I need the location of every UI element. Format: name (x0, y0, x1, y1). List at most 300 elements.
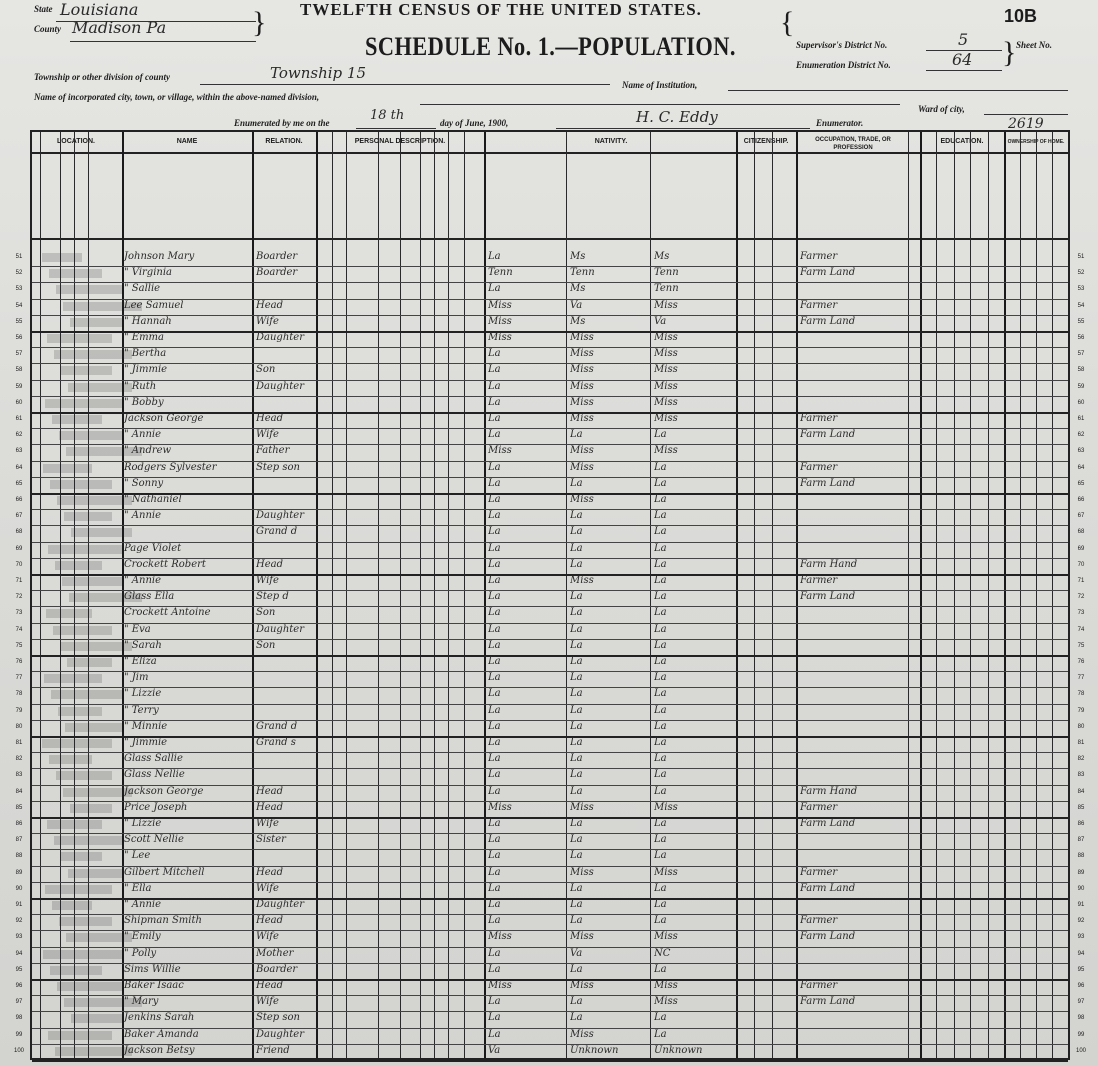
cell-b1: La (488, 753, 501, 765)
cell-rel: Wife (256, 818, 279, 829)
cell-b2: La (570, 607, 583, 619)
cell-b1: La (488, 413, 501, 424)
row-number-left: 95 (15, 966, 23, 973)
date-value: 18 th (370, 108, 405, 123)
ink-smudge (47, 820, 102, 829)
ink-smudge (59, 917, 112, 926)
column-rule (484, 132, 486, 1058)
row-number-right: 79 (1077, 707, 1085, 714)
cell-b2: La (570, 704, 583, 716)
cell-b2: Va (570, 299, 583, 311)
cell-b3: NC (654, 947, 671, 959)
column-rule (988, 132, 989, 1058)
cell-name: " Jimmie (124, 737, 168, 748)
cell-b2: La (570, 656, 583, 667)
cell-b3: Miss (654, 299, 678, 311)
cell-b3: La (654, 737, 667, 748)
cell-occ: Farm Land (800, 931, 856, 943)
township-value: Township 15 (270, 64, 366, 82)
ink-smudge (48, 545, 122, 554)
cell-b2: Miss (570, 866, 594, 878)
cell-b2: La (570, 818, 583, 829)
cell-name: " Annie (124, 899, 161, 910)
cell-name: " Hannah (124, 315, 172, 327)
cell-rel: Son (256, 639, 276, 651)
row-number-left: 85 (15, 804, 23, 811)
enumeration-value: 64 (952, 50, 973, 69)
row-number-left: 92 (15, 918, 23, 925)
cell-b1: Miss (488, 980, 512, 991)
ink-smudge (59, 431, 122, 440)
cell-b3: Miss (654, 332, 678, 343)
cell-name: " Polly (124, 947, 157, 959)
row-number-right: 90 (1077, 885, 1085, 892)
row-number-right: 71 (1077, 578, 1085, 584)
cell-b3: La (654, 915, 667, 927)
ink-smudge (42, 739, 112, 748)
cell-b1: La (488, 947, 501, 959)
cell-rel: Wife (256, 882, 279, 894)
ink-smudge (48, 1031, 112, 1040)
column-rule (378, 132, 379, 1058)
cell-name: Johnson Mary (124, 251, 195, 262)
supervisor-value: 5 (958, 30, 969, 49)
cell-b2: La (570, 526, 583, 538)
cell-b1: La (488, 396, 501, 408)
row-number-left: 58 (15, 367, 23, 374)
cell-b3: La (654, 639, 667, 651)
cell-b1: La (488, 607, 501, 619)
cell-b1: Va (488, 1044, 501, 1056)
row-number-left: 96 (15, 983, 23, 989)
cell-name: " Ruth (124, 380, 157, 392)
population-table (13, 130, 1086, 1060)
cell-b3: Miss (654, 445, 678, 457)
cell-rel: Head (256, 558, 284, 570)
row-number-right: 62 (1077, 432, 1085, 439)
cell-rel: Daughter (256, 332, 304, 343)
cell-b2: Miss (570, 396, 594, 408)
cell-name: Sims Willie (124, 963, 181, 975)
row-number-right: 68 (1077, 529, 1085, 536)
column-rule (1036, 132, 1037, 1058)
cell-b2: Miss (570, 364, 594, 376)
ink-smudge (69, 593, 142, 602)
cell-occ: Farm Land (800, 996, 856, 1008)
cell-b1: La (488, 251, 501, 262)
cell-rel: Wife (256, 996, 279, 1008)
cell-name: Rodgers Sylvester (124, 461, 217, 473)
cell-b2: La (570, 623, 583, 635)
row-number-right: 54 (1077, 302, 1085, 309)
cell-occ: Farm Hand (800, 558, 858, 570)
cell-rel: Boarder (256, 963, 298, 975)
cell-b3: Miss (654, 413, 678, 424)
row-number-left: 68 (15, 529, 23, 536)
cell-b3: La (654, 688, 667, 700)
enumerator-underline (556, 128, 810, 129)
cell-rel: Step son (256, 461, 300, 473)
cell-b2: Unknown (570, 1044, 619, 1056)
cell-b1: La (488, 963, 501, 975)
ink-smudge (54, 836, 122, 845)
row-number-left: 55 (15, 318, 23, 325)
ink-smudge (62, 577, 122, 586)
ink-smudge (43, 464, 92, 473)
column-rule (252, 132, 254, 1058)
cell-b1: La (488, 915, 501, 927)
cell-b1: La (488, 591, 501, 603)
cell-b1: La (488, 672, 501, 684)
cell-rel: Head (256, 413, 284, 424)
township-label: Township or other division of county (34, 72, 170, 82)
cell-name: Baker Isaac (124, 980, 184, 991)
row-number-right: 72 (1077, 594, 1085, 601)
cell-b3: Miss (654, 980, 678, 991)
cell-name: Crockett Robert (124, 558, 206, 570)
cell-b2: Miss (570, 575, 594, 586)
row-number-right: 92 (1077, 918, 1085, 925)
cell-b3: La (654, 477, 667, 489)
cell-b2: Miss (570, 413, 594, 424)
row-number-right: 60 (1077, 399, 1085, 406)
cell-rel: Step d (256, 591, 289, 603)
row-number-left: 88 (15, 853, 23, 860)
cell-rel: Grand s (256, 737, 296, 748)
row-number-right: 73 (1077, 610, 1085, 617)
cell-occ: Farm Land (800, 818, 856, 829)
row-number-left: 80 (15, 723, 23, 730)
city-underline (420, 104, 900, 105)
row-number-right: 77 (1077, 675, 1085, 682)
cell-rel: Daughter (256, 380, 304, 392)
schedule-title: SCHEDULE No. 1.—POPULATION. (365, 32, 736, 61)
cell-name: Baker Amanda (124, 1028, 199, 1040)
ward-underline (984, 114, 1068, 115)
ink-smudge (71, 528, 132, 537)
cell-b3: Miss (654, 996, 678, 1008)
column-rule (920, 132, 922, 1058)
cell-b2: La (570, 850, 583, 862)
cell-b1: Miss (488, 299, 512, 311)
ink-smudge (45, 885, 112, 894)
row-number-left: 62 (15, 432, 23, 439)
county-underline (70, 41, 256, 42)
cell-b2: La (570, 996, 583, 1008)
column-rule (1004, 132, 1006, 1058)
cell-b1: La (488, 882, 501, 894)
cell-b3: La (654, 607, 667, 619)
ink-smudge (45, 399, 122, 408)
cell-name: " Nathaniel (124, 494, 182, 505)
row-number-right: 89 (1077, 869, 1085, 876)
cell-name: Lee Samuel (124, 299, 184, 311)
column-rule (420, 132, 421, 1058)
cell-b3: Va (654, 315, 667, 327)
institution-underline (728, 90, 1068, 91)
row-number-left: 63 (15, 448, 23, 455)
cell-name: " Annie (124, 575, 161, 586)
stamp-number: 2619 (1008, 116, 1044, 132)
row-number-left: 53 (15, 286, 23, 293)
row-number-left: 81 (15, 740, 23, 746)
row-number-right: 78 (1077, 691, 1085, 698)
cell-b1: La (488, 656, 501, 667)
cell-rel: Daughter (256, 623, 304, 635)
cell-b2: Miss (570, 461, 594, 473)
ink-smudge (61, 366, 112, 375)
group-citizenship: CITIZENSHIP. (743, 138, 789, 145)
row-number-right: 55 (1077, 318, 1085, 325)
ink-smudge (70, 804, 112, 813)
row-number-left: 89 (15, 869, 23, 876)
cell-occ: Farm Land (800, 591, 856, 603)
row-number-left: 61 (15, 416, 23, 422)
cell-name: Glass Ella (124, 591, 175, 603)
cell-name: " Sallie (124, 283, 161, 295)
cell-b2: La (570, 753, 583, 765)
cell-b2: Miss (570, 931, 594, 943)
row-number-left: 52 (15, 270, 23, 277)
row-number-left: 66 (15, 497, 23, 503)
cell-b1: La (488, 461, 501, 473)
cell-b2: Ms (570, 315, 586, 327)
row-number-left: 75 (15, 642, 23, 649)
column-rule (650, 132, 651, 1058)
row-number-left: 83 (15, 772, 23, 779)
row-number-left: 60 (15, 399, 23, 406)
cell-b1: La (488, 364, 501, 376)
column-rule (954, 132, 955, 1058)
cell-name: " Lee (124, 850, 151, 862)
cell-rel: Head (256, 915, 284, 927)
column-rule (40, 132, 41, 1058)
row-number-right: 51 (1077, 254, 1085, 260)
row-number-right: 63 (1077, 448, 1085, 455)
cell-occ: Farmer (800, 461, 838, 473)
row-number-right: 64 (1077, 464, 1085, 471)
ink-smudge (53, 626, 112, 635)
cell-name: Jackson George (124, 785, 204, 797)
row-number-left: 97 (15, 999, 23, 1006)
cell-occ: Farmer (800, 575, 838, 586)
cell-b2: Miss (570, 980, 594, 991)
column-rule (346, 132, 347, 1058)
cell-b2: La (570, 899, 583, 910)
group-name: NAME (176, 138, 198, 145)
column-rule (448, 132, 449, 1058)
ink-smudge (68, 383, 132, 392)
cell-name: Page Violet (124, 542, 182, 554)
cell-b1: La (488, 866, 501, 878)
row-number-right: 81 (1077, 740, 1085, 746)
ink-smudge (49, 269, 102, 278)
cell-b1: Miss (488, 315, 512, 327)
row-number-left: 94 (15, 950, 23, 957)
cell-rel: Boarder (256, 267, 298, 279)
row-number-left: 59 (15, 383, 23, 390)
column-rule (936, 132, 937, 1058)
cell-b3: La (654, 461, 667, 473)
cell-b1: La (488, 542, 501, 554)
cell-rel: Daughter (256, 1028, 304, 1040)
cell-rel: Boarder (256, 251, 298, 262)
row-number-left: 77 (15, 675, 23, 682)
cell-b1: La (488, 623, 501, 635)
group-occupation: OCCUPATION, TRADE, OR PROFESSION (815, 137, 891, 151)
cell-b3: Miss (654, 801, 678, 813)
row-rule (32, 1060, 1068, 1062)
ink-smudge (56, 285, 122, 294)
header-brace-left: } (252, 6, 267, 39)
cell-rel: Wife (256, 931, 279, 943)
cell-b1: Miss (488, 931, 512, 943)
row-number-left: 99 (15, 1031, 23, 1038)
enumeration-underline (926, 70, 1002, 71)
ink-smudge (43, 950, 122, 959)
ink-smudge (42, 253, 82, 262)
cell-b3: La (654, 769, 667, 781)
ink-smudge (60, 642, 132, 651)
column-rule (566, 132, 567, 1058)
column-rule (332, 132, 333, 1058)
cell-name: " Ella (124, 882, 152, 894)
cell-name: Jackson Betsy (124, 1044, 195, 1056)
cell-occ: Farmer (800, 980, 838, 991)
row-number-left: 64 (15, 464, 23, 471)
cell-b1: La (488, 785, 501, 797)
cell-b2: La (570, 785, 583, 797)
row-number-right: 58 (1077, 367, 1085, 374)
cell-b2: Miss (570, 801, 594, 813)
cell-name: " Eva (124, 623, 151, 635)
cell-b2: La (570, 688, 583, 700)
cell-b1: Tenn (488, 267, 513, 279)
cell-b1: La (488, 688, 501, 700)
cell-name: " Bertha (124, 348, 167, 360)
row-number-right: 57 (1077, 351, 1085, 358)
cell-rel: Wife (256, 575, 279, 586)
cell-rel: Head (256, 785, 284, 797)
cell-rel: Son (256, 607, 276, 619)
cell-name: " Eliza (124, 656, 157, 667)
cell-b1: La (488, 850, 501, 862)
row-number-right: 98 (1077, 1015, 1085, 1022)
cell-b2: La (570, 915, 583, 927)
cell-name: " Annie (124, 429, 161, 441)
cell-name: " Sonny (124, 477, 164, 489)
cell-rel: Son (256, 364, 276, 376)
cell-b3: La (654, 1012, 667, 1024)
row-number-right: 97 (1077, 999, 1085, 1006)
cell-b3: La (654, 818, 667, 829)
row-number-right: 80 (1077, 723, 1085, 730)
cell-b1: La (488, 510, 501, 522)
ink-smudge (65, 723, 122, 732)
cell-name: " Virginia (124, 267, 173, 279)
row-number-right: 91 (1077, 902, 1085, 908)
cell-b1: La (488, 283, 501, 295)
group-education: EDUCATION. (940, 138, 984, 145)
cell-b3: Miss (654, 380, 678, 392)
cell-b3: Miss (654, 348, 678, 360)
column-rule (796, 132, 798, 1058)
row-number-left: 69 (15, 545, 23, 552)
row-number-right: 53 (1077, 286, 1085, 293)
cell-name: Scott Nellie (124, 834, 184, 846)
cell-b3: La (654, 850, 667, 862)
row-number-left: 100 (13, 1047, 24, 1054)
ink-smudge (64, 998, 142, 1007)
column-rule (434, 132, 435, 1058)
cell-b2: La (570, 477, 583, 489)
row-number-right: 93 (1077, 934, 1085, 941)
cell-b3: La (654, 591, 667, 603)
ink-smudge (70, 318, 122, 327)
row-number-left: 98 (15, 1015, 23, 1022)
cell-rel: Daughter (256, 899, 304, 910)
cell-occ: Farmer (800, 915, 838, 927)
cell-rel: Step son (256, 1012, 300, 1024)
ink-smudge (57, 496, 132, 505)
row-number-left: 51 (15, 254, 23, 260)
ink-smudge (63, 302, 142, 311)
cell-b1: La (488, 720, 501, 732)
cell-occ: Farm Land (800, 267, 856, 279)
cell-b2: La (570, 737, 583, 748)
ink-smudge (68, 869, 122, 878)
cell-rel: Sister (256, 834, 286, 846)
cell-name: Shipman Smith (124, 915, 202, 927)
cell-rel: Grand d (256, 526, 298, 538)
cell-rel: Wife (256, 429, 279, 441)
row-number-left: 67 (15, 513, 23, 520)
ward-label: Ward of city, (918, 104, 965, 114)
day-label: day of June, 1900, (440, 118, 509, 128)
cell-b1: La (488, 1012, 501, 1024)
row-number-right: 100 (1075, 1047, 1086, 1054)
cell-b1: La (488, 558, 501, 570)
cell-name: " Lizzie (124, 688, 162, 700)
cell-name: " Emily (124, 931, 161, 943)
cell-b3: La (654, 704, 667, 716)
ink-smudge (55, 561, 102, 570)
sheet-brace: } (1002, 36, 1017, 69)
cell-b1: Miss (488, 801, 512, 813)
row-number-right: 52 (1077, 270, 1085, 277)
cell-b2: La (570, 672, 583, 684)
cell-b1: La (488, 818, 501, 829)
cell-occ: Farmer (800, 251, 838, 262)
cell-name: " Emma (124, 332, 165, 343)
row-number-left: 91 (15, 902, 23, 908)
cell-b2: Miss (570, 445, 594, 457)
cell-b3: La (654, 899, 667, 910)
cell-b2: Miss (570, 1028, 594, 1040)
cell-b2: La (570, 882, 583, 894)
cell-b2: Tenn (570, 267, 595, 279)
cell-name: Crockett Antoine (124, 607, 211, 619)
column-rule (1020, 132, 1021, 1058)
cell-rel: Friend (256, 1044, 290, 1056)
row-number-left: 54 (15, 302, 23, 309)
enumerated-label: Enumerated by me on the (234, 118, 330, 128)
group-relation: RELATION. (265, 138, 303, 145)
institution-label: Name of Institution, (622, 80, 698, 90)
row-number-left: 93 (15, 934, 23, 941)
cell-b2: Miss (570, 332, 594, 343)
cell-occ: Farm Land (800, 477, 856, 489)
